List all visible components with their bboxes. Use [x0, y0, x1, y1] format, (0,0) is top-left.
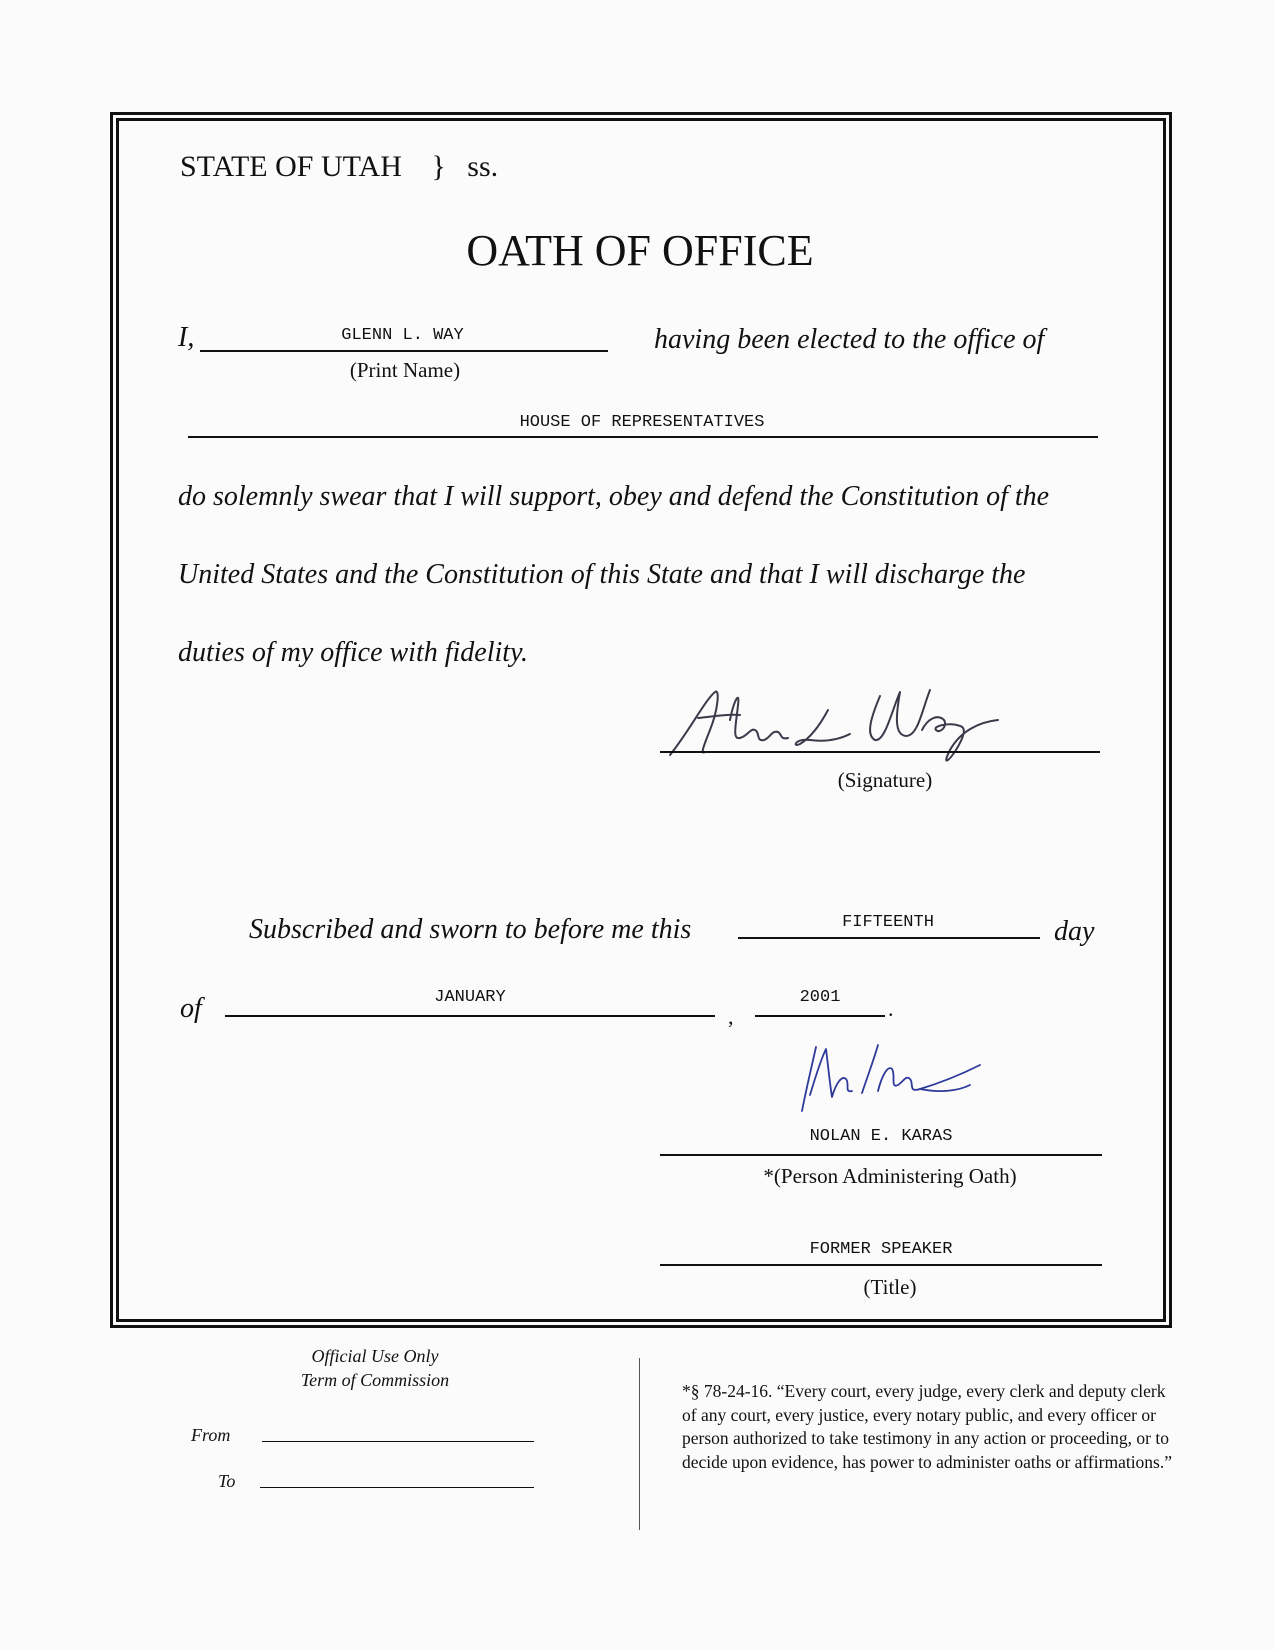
- officer-signature-image: [660, 670, 1060, 770]
- state-label: STATE OF UTAH: [180, 150, 402, 183]
- statute-note: *§ 78-24-16. “Every court, every judge, every clerk and deputy clerk of any court, every justice, every notary public, and every officer or person authorized to take testimony in any action or proceeding, or to decide upon evidence, has power to administer oaths or affirmations.”: [682, 1381, 1173, 1472]
- day-line: [738, 937, 1040, 939]
- section-divider: [639, 1358, 640, 1530]
- title-value: FORMER SPEAKER: [809, 1240, 953, 1259]
- month-value: JANUARY: [434, 988, 506, 1007]
- from-line[interactable]: [262, 1441, 534, 1442]
- year-line: [755, 1015, 885, 1017]
- period: .: [888, 996, 894, 1021]
- print-name-value: GLENN L. WAY: [341, 326, 464, 345]
- office-value: HOUSE OF REPRESENTATIVES: [519, 413, 765, 432]
- print-name-line: [200, 350, 608, 352]
- brace-symbol: }: [431, 150, 446, 183]
- to-label: To: [218, 1471, 236, 1491]
- from-label: From: [191, 1425, 231, 1445]
- signature-line: [660, 751, 1100, 753]
- administrator-caption: *(Person Administering Oath): [763, 1164, 1017, 1188]
- document-title: OATH OF OFFICE: [466, 226, 814, 275]
- administrator-line: [660, 1154, 1102, 1156]
- comma: ,: [728, 1004, 734, 1029]
- official-use-heading: Official Use Only: [311, 1346, 439, 1366]
- day-value: FIFTEENTH: [842, 913, 934, 932]
- ss-label: ss.: [467, 150, 499, 183]
- year-value: 2001: [799, 988, 841, 1007]
- elected-text: having been elected to the office of: [654, 324, 1045, 355]
- oath-pronoun: I,: [178, 322, 195, 353]
- office-line: [188, 436, 1098, 438]
- state-heading: [180, 150, 498, 184]
- of-word: of: [180, 993, 202, 1024]
- administrator-name: NOLAN E. KARAS: [809, 1127, 953, 1146]
- to-line[interactable]: [260, 1487, 534, 1488]
- month-line: [225, 1015, 715, 1017]
- day-word: day: [1054, 916, 1095, 947]
- print-name-caption: (Print Name): [349, 358, 461, 382]
- title-line: [660, 1264, 1102, 1266]
- title-caption: (Title): [863, 1275, 917, 1299]
- oath-line-1: do solemnly swear that I will support, obey and defend the Constitution of the: [178, 481, 1050, 512]
- administrator-signature-image: [790, 1035, 1000, 1115]
- signature-caption: (Signature): [837, 768, 933, 792]
- oath-line-3: duties of my office with fidelity.: [178, 637, 528, 668]
- oath-line-2: United States and the Constitution of this State and that I will discharge the: [178, 559, 1026, 590]
- subscribed-text: Subscribed and sworn to before me this: [249, 914, 692, 945]
- term-of-commission-heading: Term of Commission: [300, 1370, 450, 1390]
